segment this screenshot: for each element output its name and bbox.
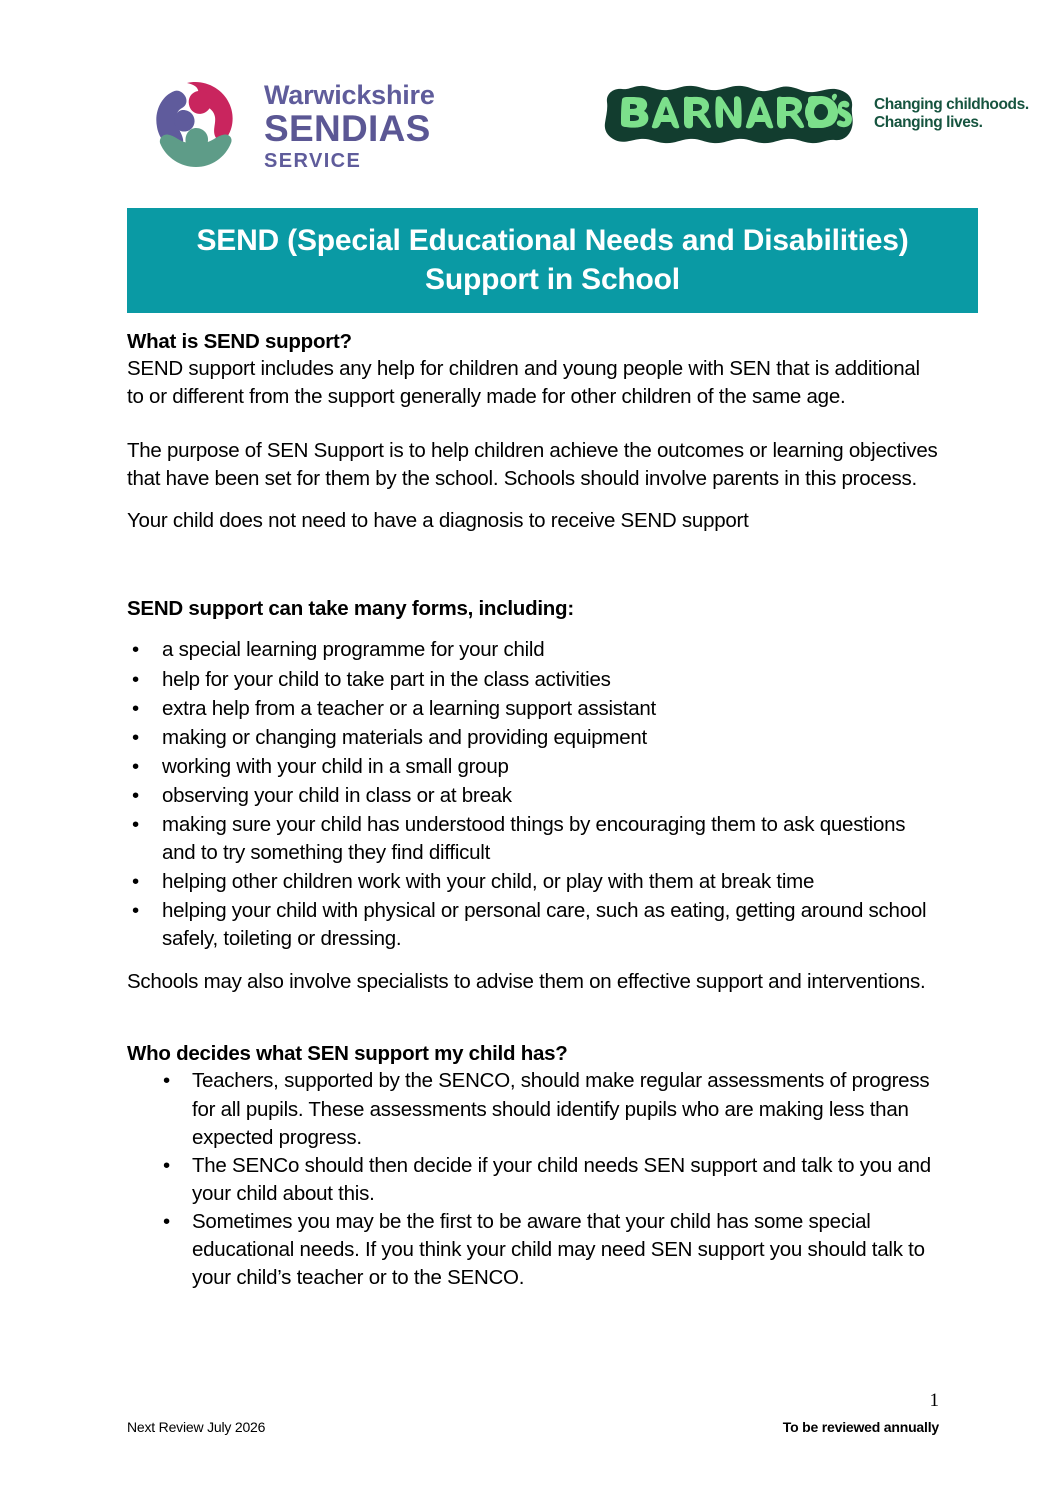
list-item: [127, 724, 939, 752]
sendias-line-warwickshire: Warwickshire: [264, 79, 435, 110]
page-title: SEND (Special Educational Needs and Disabilities) Support in School: [196, 224, 909, 296]
list-item: [127, 897, 939, 953]
spacer: [127, 996, 939, 1040]
barnardos-logo: [600, 82, 1029, 148]
spacer: [127, 493, 939, 507]
bullet-icon: •: [132, 754, 139, 778]
list-item: [127, 1152, 939, 1208]
bullet-icon: •: [132, 812, 139, 836]
list-item-label: observing your child in class or at break: [162, 783, 512, 807]
list-item-label: making or changing materials and providing equipment: [162, 725, 647, 749]
list-who-decides: [127, 1067, 939, 1292]
heading-who-decides-sen-support: Who decides what SEN support my child has?: [127, 1042, 568, 1066]
heading-what-is-send-support: What is SEND support?: [127, 330, 352, 353]
logo-header-row: [0, 62, 1060, 187]
barnardos-tagline-line-2: Changing lives.: [874, 114, 983, 132]
barnardos-tagline-line-1: Changing childhoods.: [874, 96, 1029, 113]
bullet-icon: •: [132, 638, 139, 662]
document-body: [127, 328, 939, 1292]
list-item-label: a special learning programme for your child: [162, 638, 545, 662]
footer-review-note: To be reviewed annually: [782, 1419, 939, 1435]
bullet-icon: •: [163, 1209, 170, 1233]
spacer: [127, 411, 939, 437]
paragraph-specialists-involvement: Schools may also involve specialists to advise them on effective support and interventions.: [127, 970, 926, 994]
title-banner: [127, 208, 978, 313]
list-item: [127, 868, 939, 896]
paragraph-send-support-definition: SEND support includes any help for children and young people with SEN that is additional to or different from the support generally made for other children of the same age.: [127, 357, 920, 409]
sendias-logo: [142, 70, 435, 178]
heading-send-support-forms: SEND support can take many forms, including:: [127, 597, 574, 621]
list-item-label: extra help from a teacher or a learning support assistant: [162, 696, 656, 720]
bullet-icon: •: [132, 696, 139, 720]
list-item: [127, 666, 939, 694]
sendias-circle-people-logo-icon: [142, 70, 250, 178]
list-item-label: making sure your child has understood things by encouraging them to ask questions and to try something they find difficult: [162, 812, 906, 865]
list-item-label: The SENCo should then decide if your child needs SEN support and talk to you and your child about this.: [192, 1153, 931, 1205]
list-item: [127, 636, 939, 664]
spacer: [127, 954, 939, 968]
sendias-line-sendias: SENDIAS: [264, 107, 431, 149]
footer-next-review: Next Review July 2026: [127, 1419, 266, 1435]
bullet-icon: •: [132, 870, 139, 894]
list-item: [127, 753, 939, 781]
bullet-icon: •: [132, 783, 139, 807]
sendias-line-service: SERVICE: [264, 149, 362, 172]
paragraph-no-diagnosis-needed: Your child does not need to have a diagnosis to receive SEND support: [127, 509, 749, 533]
list-item: [127, 1067, 939, 1151]
barnardos-tagline: [874, 82, 1029, 133]
list-send-support-forms: [127, 636, 939, 953]
list-item-label: Sometimes you may be the first to be aware that your child has some special educational needs. If you think your child may need SEN support you should talk to your child’s teacher or to the SENCO.: [192, 1209, 925, 1290]
page-number: 1: [929, 1390, 939, 1411]
list-item: [127, 782, 939, 810]
list-item-label: help for your child to take part in the class activities: [162, 667, 611, 691]
bullet-icon: •: [163, 1069, 170, 1093]
barnardos-wordmark-logo-icon: [600, 82, 858, 148]
bullet-icon: •: [132, 899, 139, 923]
spacer: [127, 535, 939, 595]
list-item-label: Teachers, supported by the SENCO, should make regular assessments of progress for all pupils. These assessments should identify pupils who are making less than expected progress.: [192, 1069, 930, 1149]
bullet-icon: •: [132, 725, 139, 749]
list-item-label: helping your child with physical or personal care, such as eating, getting around school safely, toileting or dressing.: [162, 899, 927, 951]
list-item: [127, 1208, 939, 1292]
bullet-icon: •: [132, 667, 139, 691]
sendias-wordmark: [264, 78, 435, 171]
list-item: [127, 811, 939, 867]
page-footer: [127, 1390, 939, 1460]
spacer: [127, 622, 939, 636]
list-item: [127, 695, 939, 723]
list-item-label: helping other children work with your child, or play with them at break time: [162, 870, 815, 894]
bullet-icon: •: [163, 1153, 170, 1177]
paragraph-purpose-of-sen-support: The purpose of SEN Support is to help children achieve the outcomes or learning objectives that have been set for them by the school. Schools should involve parents in this process.: [127, 439, 938, 491]
list-item-label: working with your child in a small group: [162, 754, 509, 778]
